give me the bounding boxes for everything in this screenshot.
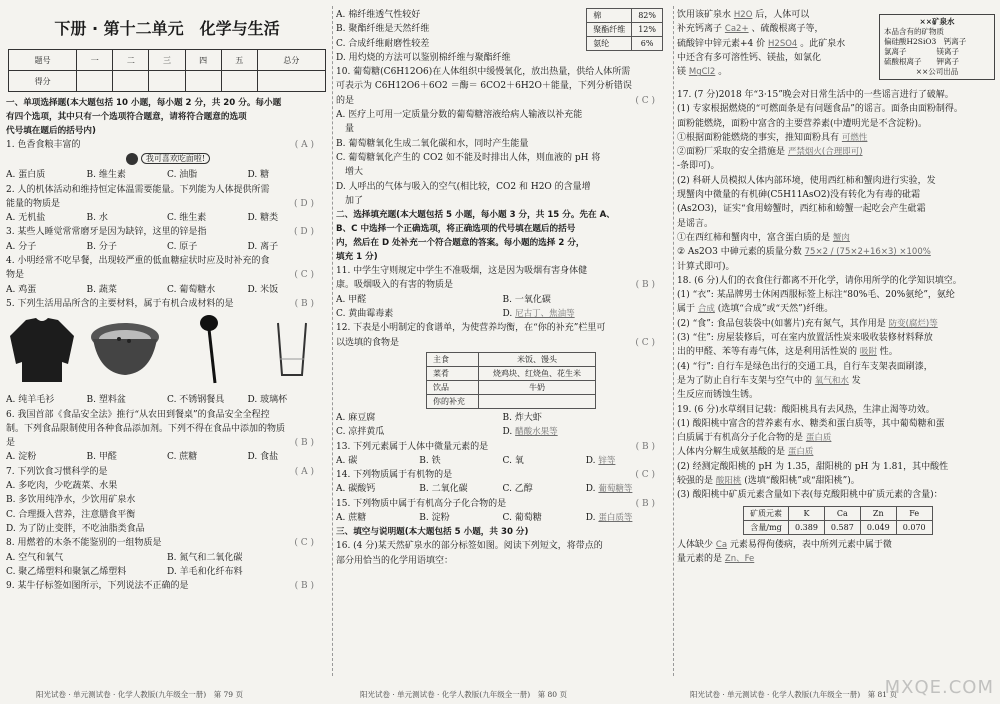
question-11: 11. 中学生守则规定中学生不准吸烟，这是因为吸烟有害身体健 [336, 266, 588, 277]
handwritten-answer: 葡萄糖等 [598, 484, 633, 495]
q7-option: A. 多吃肉，少吃蔬菜、水果 [6, 481, 118, 492]
question-13: 13. 下列元素属于人体中微量元素的是 ( B ) [336, 441, 655, 452]
score-cell: 四 [185, 50, 221, 71]
q2-options: A. 无机盐 B. 水 C. 维生素 D. 糖类 [6, 213, 279, 224]
question-6: 6. 我国首部《食品安全法》推行“从农田到餐桌”的食品安全全程控 [6, 409, 270, 420]
mineral-water-label: ××矿泉水 本品含有的矿物质 偏硅酸H2SiO3 钙离子 氯离子 镁离子 硫酸根离子 钾离子 ××公司出品 [879, 14, 995, 80]
q16-block: 饮用该矿泉水 H2O 后，人体可以 补充钙离子 Ca2+ 、硫酸根离子等， 硫酸锌中锌元素+4 价 H2SO4 。此矿泉水 中还含有多可溶性钙、镁盐，如氯化 镁 MgCl2 。 ××矿泉水 本品含有的矿物质 偏硅酸H2SiO3 钙离子 氯离子 镁离子 硫酸根离子 钾离子 ××公司出品 [677, 8, 995, 88]
handwritten-answer: 锌等 [598, 455, 616, 466]
q4-options: A. 鸡蛋 B. 蔬菜 C. 葡萄糖水 D. 米饭 [6, 284, 279, 295]
page-79: 下册 · 第十二单元 化学与生活 题号 一 二 三 四 五 总分 得分 一、单项选择题(本大题包括 10 小题，每小题 2 分，共 20 分。每小题 有四个选项，其中只有一个选项符合题意，请将符合题意的选项 代号填在题后的括号内) 1. 色香食粮丰富的 ( A ) 我可喜欢吃面啦! A. 蛋白质 B. 维生素 C. 油脂 D. 糖 2. 人的机体活动和维持恒定体温需要能量。下列能为人体提供所需 能量的物质是 ( D ) A. 无机盐 B. 水 C. 维生素 D. 糖类 3. 某些人睡觉常常磨牙是因为缺锌，这里的锌是指 ( D ) A. 分子 B. 分子 C. 原子 D. 离子 4. 小明经常不吃早餐，出现较严重的低血糖症状时应及时补充的食 物是 ( C ) A. 鸡蛋 B. 蔬菜 C. 葡萄糖水 D. 米饭 5. 下列生活用品所含的主要材料，属于有机合成材料的是 ( B ) A. 纯羊毛衫 B. 塑料盆 C. 不锈钢餐具 D. 玻璃杯 6. 我国首部《食品安全法》推行“从农田到餐桌”的食品安全全程控 制。下列食品限制使用各种食品添加剂。下列不得在食品中添加的物质 是 ( B ) A. 淀粉 B. 甲醛 C. 蔗糖 D. 食盐 7. 下列饮食习惯科学的是 ( A ) A. 多吃肉，少吃蔬菜、水果 B. 多饮用纯净水，少饮用矿泉水 C. 合理摄入营养，注意膳食平衡 D. 为了防止变胖，不吃油脂类食品 8. 用燃着的木条不能鉴别的一组物质是 ( C ) A. 空气和氧气 B. 氮气和二氧化碳 C. 聚乙烯塑料和聚氯乙烯塑料 D. 羊毛和化纤布料 9. 某牛仔标签如图所示，下列说法不正确的是 ( B ) [6, 0, 328, 680]
glass-cup-image [256, 313, 328, 385]
page-80: A. 棉纤维透气性较好 B. 聚酯纤维是天然纤维 C. 合成纤维耐磨性较差 D. 用灼烧的方法可以鉴别棉纤维与聚酯纤维 棉 82% 聚酯纤维 12% 氨纶 6% 10. 葡萄糖(C6H12O6)在人体组织中缓慢氧化，放出热量，供给人体所需 可表示为 C6H12O6＋6O2 ＝酶＝ 6CO2＋6H2O＋能量，下列分析错误 的是 ( C ) A. 医疗上可用一定质量分数的葡萄糖溶液给病人输液以补充能 量 B. 葡萄糖氧化生成二氧化碳和水，同时产生能量 C. 葡萄糖氧化产生的 CO2 如不能及时排出人体，则血液的 pH 将 增大 D. 人呼出的气体与吸入的空气(相比较，CO2 和 H2O 的含量增 加了 二、选择填充题(本大题包括 5 小题，每小题 3 分，共 15 分。先在 A、 B、C 中选择一个正确选项，将正确选项的代号填在题后的括号 内，然后在 D 处补充一个符合题意的答案。每小题的选择 2 分， 填充 1 分) 11. 中学生守则规定中学生不准吸烟，这是因为吸烟有害身体健 康。吸烟吸入的有害的物质是 ( B ) A. 甲醛 B. 一氧化碳 C. 黄曲霉毒素 D. 尼古丁、焦油等 12. 下表是小明制定的食谱单，为使营养均衡，在“你的补充”栏里可 以选填的食物是 ( C ) 主食 米饭、馒头 菜肴 烧鸡块、红烧鱼、花生米 饮品 牛奶 你的补充 A. 麻豆腐 B. 炸大虾 C. 凉拌黄瓜 D. 醋酸水果等 13. 下列元素属于人体中微量元素的是 ( B ) A. 碳 B. 铁 C. 氧 D. 锌等 14. 下列物质属于有机物的是 ( C ) A. 碳酸钙 B. 二氧化碳 C. 乙醇 D. 葡萄糖等 15. 下列物质中属于有机高分子化合物的是 ( B ) A. 蔗糖 B. 淀粉 C. 葡萄糖 D. 蛋白质等 三、填空与说明题(本大题包括 5 小题，共 30 分) 16. (4 分)某天然矿泉水的部分标签如图。阅读下列短文，将带点的 部分用恰当的化学用语填空： [336, 0, 669, 680]
page-81 [677, 0, 995, 680]
question-19: 19. (6 分)水草纲目记载：酸阳桃具有去风热，生津止渴等功效。 (1) 酸阳桃中富含的营养素有水、糖类和蛋白质等，其中葡萄糖和蛋 白质属于有机高分子化合物的是 蛋白质 人体内分解生成氨基酸的是 蛋白质 (2) 经测定酸阳桃的 pH 为 1.35，甜阳桃的 pH 为 1.81，其中酸性 较强的是 酸阳桃 (选填“酸阳桃”或“甜阳桃”)。 (3) 酸阳桃中矿质元素含量如下表(每克酸阳桃中矿质元素的含量)： 矿质元素 K Ca Zn Fe 含量/mg 0.389 0.587 0.049 0.070 人体缺少 Ca 元素易得佝偻病，表中所列元素中属于微 量元素的是 Zn、Fe [677, 404, 949, 564]
speech-bubble: 我可喜欢吃面啦! [141, 153, 210, 164]
section-3-heading: 三、填空与说明题(本大题包括 5 小题，共 30 分) [336, 527, 529, 538]
q3-options: A. 分子 B. 分子 C. 原子 D. 离子 [6, 241, 279, 252]
score-cell [113, 71, 149, 92]
q7-option: D. 为了防止变胖，不吃油脂类食品 [6, 523, 145, 534]
question-12: 12. 下表是小明制定的食谱单，为使营养均衡，在“你的补充”栏里可 [336, 323, 606, 334]
score-cell: 得分 [9, 71, 77, 92]
column-divider [673, 6, 674, 676]
question-17: 17. (7 分)2018 年“3·15”晚会对日常生活中的一些谣言进行了破解。 (1) 专家根据燃烧的“可燃面条是有问题食品”的谣言。面条由面粉制得。 面粉能燃烧，面粉中富含的主要营养素(中遭明光是不含淀粉)。 ①根据面粉能燃烧的事实，推知面粉具有 可燃性 ②面粉厂采取的安全措施是 严禁烟火(合理即可) -条即可)。 (2) 科研人员模拟人体内部环境，使用西红柿和蟹肉进行实验，发 现蟹肉中微量的有机砷(C5H11AsO2)没有转化为有毒的砒霜 (As2O3)，证实“食用螃蟹时，西红柿和螃蟹一起吃会产生砒霜 是谣言。 ①在西红柿和蟹肉中，富含蛋白质的是 蟹肉 ② As2O3 中砷元素的质量分数 75×2 / (75×2+16×3) ×100% 计算式即可)。 [677, 90, 963, 272]
question-4: 4. 小明经常不吃早餐，出现较严重的低血糖症状时应及时补充的食 [6, 256, 270, 267]
score-cell: 三 [149, 50, 185, 71]
score-cell: 二 [113, 50, 149, 71]
q6-options: A. 淀粉 B. 甲醛 C. 蔗糖 D. 食盐 [6, 452, 279, 463]
child-head-icon [126, 153, 138, 165]
question-15: 15. 下列物质中属于有机高分子化合物的是 ( B ) [336, 498, 655, 509]
section-2-heading: 二、选择填充题(本大题包括 5 小题，每小题 3 分，共 15 分。先在 A、 B、C 中选择一个正确选项，将正确选项的代号填在题后的括号 内，然后在 D 处补充一个符合题意的答案。每小题的选择 2 分， 填充 1 分) [336, 210, 615, 263]
q5-images [6, 313, 328, 391]
score-cell [221, 71, 257, 92]
score-cell: 一 [77, 50, 113, 71]
handwritten-answer: 尼古丁、焦油等 [515, 309, 575, 320]
sweater-image [6, 313, 78, 385]
question-1: 1. 色香食粮丰富的 ( A ) [6, 140, 314, 150]
q1-options: A. 蛋白质 B. 维生素 C. 油脂 D. 糖 [6, 170, 270, 181]
score-cell [77, 71, 113, 92]
score-cell [149, 71, 185, 92]
score-cell [185, 71, 221, 92]
question-3: 3. 某些人睡觉常常磨牙是因为缺锌，这里的锌是指 ( D ) [6, 227, 314, 238]
column-divider [332, 6, 333, 676]
steel-spoon-image [173, 313, 245, 385]
question-16: 16. (4 分)某天然矿泉水的部分标签如图。阅读下列短文，将带点的 [336, 541, 603, 552]
question-10: 10. 葡萄糖(C6H12O6)在人体组织中缓慢氧化，放出热量，供给人体所需 [336, 67, 631, 78]
score-cell: 总分 [257, 50, 325, 71]
q9-options-block: A. 棉纤维透气性较好 B. 聚酯纤维是天然纤维 C. 合成纤维耐磨性较差 D. 用灼烧的方法可以鉴别棉纤维与聚酯纤维 棉 82% 聚酯纤维 12% 氨纶 6% [336, 8, 669, 65]
page-title: 下册 · 第十二单元 化学与生活 [54, 19, 280, 38]
question-8: 8. 用燃着的木条不能鉴别的一组物质是 ( C ) [6, 538, 314, 549]
mineral-table: 矿质元素 K Ca Zn Fe 含量/mg 0.389 0.587 0.049 0.070 [743, 506, 933, 535]
question-14: 14. 下列物质属于有机物的是 ( C ) [336, 470, 655, 481]
q7-option: B. 多饮用纯净水，少饮用矿泉水 [6, 495, 136, 506]
score-cell: 题号 [9, 50, 77, 71]
question-7: 7. 下列饮食习惯科学的是 ( A ) [6, 466, 314, 477]
q1-illustration [6, 152, 328, 168]
score-cell: 五 [221, 50, 257, 71]
score-cell [257, 71, 325, 92]
section-1-heading: 一、单项选择题(本大题包括 10 小题，每小题 2 分，共 20 分。每小题 有四个选项，其中只有一个选项符合题意，请将符合题意的选项 代号填在题后的括号内) [6, 98, 282, 136]
handwritten-answer: 醋酸水果等 [515, 427, 558, 438]
watermark: MXQE.COM [884, 677, 994, 698]
question-5: 5. 下列生活用品所含的主要材料，属于有机合成材料的是 ( B ) [6, 298, 314, 309]
footer-page-79: 阳光试卷 · 单元测试卷 · 化学人教版(九年级全一册) 第 79 页 [36, 690, 243, 699]
footer-page-80: 阳光试卷 · 单元测试卷 · 化学人教版(九年级全一册) 第 80 页 [360, 690, 567, 699]
handwritten-answer: 蛋白质等 [598, 513, 633, 524]
question-2: 2. 人的机体活动和维持恒定体温需要能量。下列能为人体提供所需 [6, 184, 270, 195]
question-18: 18. (6 分)人们的衣食住行都离不开化学，请你用所学的化学知识填空。 (1) “衣”: 某品牌男士休闲西服标签上标注“80%毛、20%氨纶”，氨纶 属于 合成 (选填“合成”或“天然”)纤维。 (2) “食”: 食品包装袋中(如薯片)充有氮气，其作用是 防变(腐烂)等 (3) “住”: 房屋装修后，可在室内放置活性炭来吸收装修材料释放 出的甲醛、苯等有毒气体，这是利用活性炭的 吸附 性。 (4) “行”: 自行车是绿色出行的交通工具，自行车支架表面刷漆， 是为了防止自行车支架与空气中的 氧气和水 发 生反应而锈蚀生锈。 [677, 275, 962, 401]
plastic-basin-image [89, 313, 161, 385]
menu-table: 主食 米饭、馒头 菜肴 烧鸡块、红烧鱼、花生米 饮品 牛奶 你的补充 [426, 352, 596, 409]
question-9: 9. 某牛仔标签如图所示，下列说法不正确的是 ( B ) [6, 581, 314, 592]
clothing-label-table: 棉 82% 聚酯纤维 12% 氨纶 6% [586, 8, 663, 51]
q7-option: C. 合理摄入营养，注意膳食平衡 [6, 509, 136, 520]
q5-options: A. 纯羊毛衫 B. 塑料盆 C. 不锈钢餐具 D. 玻璃杯 [6, 395, 288, 406]
score-table [8, 49, 326, 92]
footer-page-81: 阳光试卷 · 单元测试卷 · 化学人教版(九年级全一册) 第 81 页 [690, 690, 897, 699]
